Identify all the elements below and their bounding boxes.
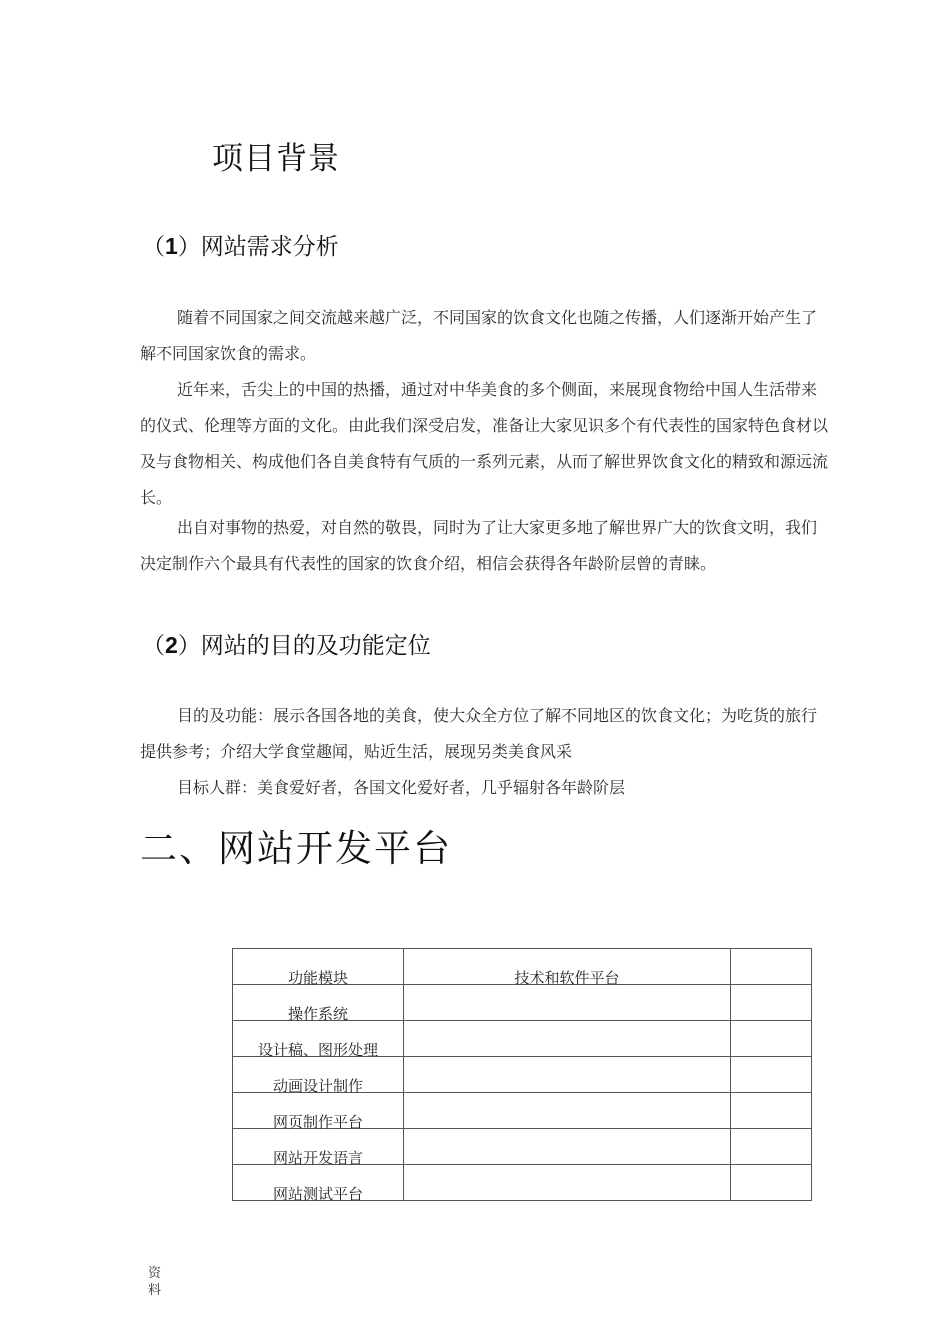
table-cell [404, 1165, 731, 1201]
table-header-row [233, 949, 812, 985]
section-heading-1: （1）网站需求分析 [142, 233, 339, 260]
paragraph: 目标人群：美食爱好者，各国文化爱好者，几乎辐射各年龄阶层 [177, 778, 626, 797]
table-row [233, 1021, 812, 1057]
table-cell [731, 1093, 812, 1129]
table-cell [731, 1165, 812, 1201]
paragraph: 目的及功能：展示各国各地的美食，使大众全方位了解不同地区的饮食文化；为吃货的旅行提供参考；介绍大学食堂趣闻，贴近生活，展现另类美食风采 [140, 706, 818, 761]
table-cell: 设计稿、图形处理 [233, 1021, 404, 1057]
table-header-cell [731, 949, 812, 985]
table-cell [404, 1021, 731, 1057]
section-heading-2: （2）网站的目的及功能定位 [142, 632, 431, 659]
table-cell: 网页制作平台 [233, 1093, 404, 1129]
table-cell: 操作系统 [233, 985, 404, 1021]
table-cell [731, 985, 812, 1021]
table-cell: 网站开发语言 [233, 1129, 404, 1165]
table-cell [404, 985, 731, 1021]
table-row [233, 1057, 812, 1093]
chapter-heading: 二、网站开发平台 [140, 827, 452, 870]
table-row [233, 985, 812, 1021]
table-cell [731, 1057, 812, 1093]
paragraph: 出自对事物的热爱，对自然的敬畏，同时为了让大家更多地了解世界广大的饮食文明，我们决定制作六个最具有代表性的国家的饮食介绍，相信会获得各年龄阶层曾的青睐。 [140, 518, 818, 573]
paragraph: 随着不同国家之间交流越来越广泛，不同国家的饮食文化也随之传播，人们逐渐开始产生了解不同国家饮食的需求。 [140, 308, 818, 363]
table-cell [404, 1057, 731, 1093]
table-cell: 网站测试平台 [233, 1165, 404, 1201]
paragraph: 近年来，舌尖上的中国的热播，通过对中华美食的多个侧面，来展现食物给中国人生活带来的仪式、伦理等方面的文化。由此我们深受启发，准备让大家见识多个有代表性的国家特色食材以及与食物相关、构成他们各自美食特有气质的一系列元素，从而了解世界饮食文化的精致和源远流长。 [140, 380, 829, 507]
table-cell [731, 1021, 812, 1057]
table-row [233, 1165, 812, 1201]
table-header-cell: 功能模块 [233, 949, 404, 985]
platform-table [232, 948, 812, 1201]
footer-label: 资料 [148, 1266, 162, 1298]
table-header-cell: 技术和软件平台 [404, 949, 731, 985]
table-cell: 动画设计制作 [233, 1057, 404, 1093]
table-cell [404, 1129, 731, 1165]
table-cell [731, 1129, 812, 1165]
page-title: 项目背景 [212, 141, 340, 177]
table-cell [404, 1093, 731, 1129]
table-row [233, 1129, 812, 1165]
table-row [233, 1093, 812, 1129]
